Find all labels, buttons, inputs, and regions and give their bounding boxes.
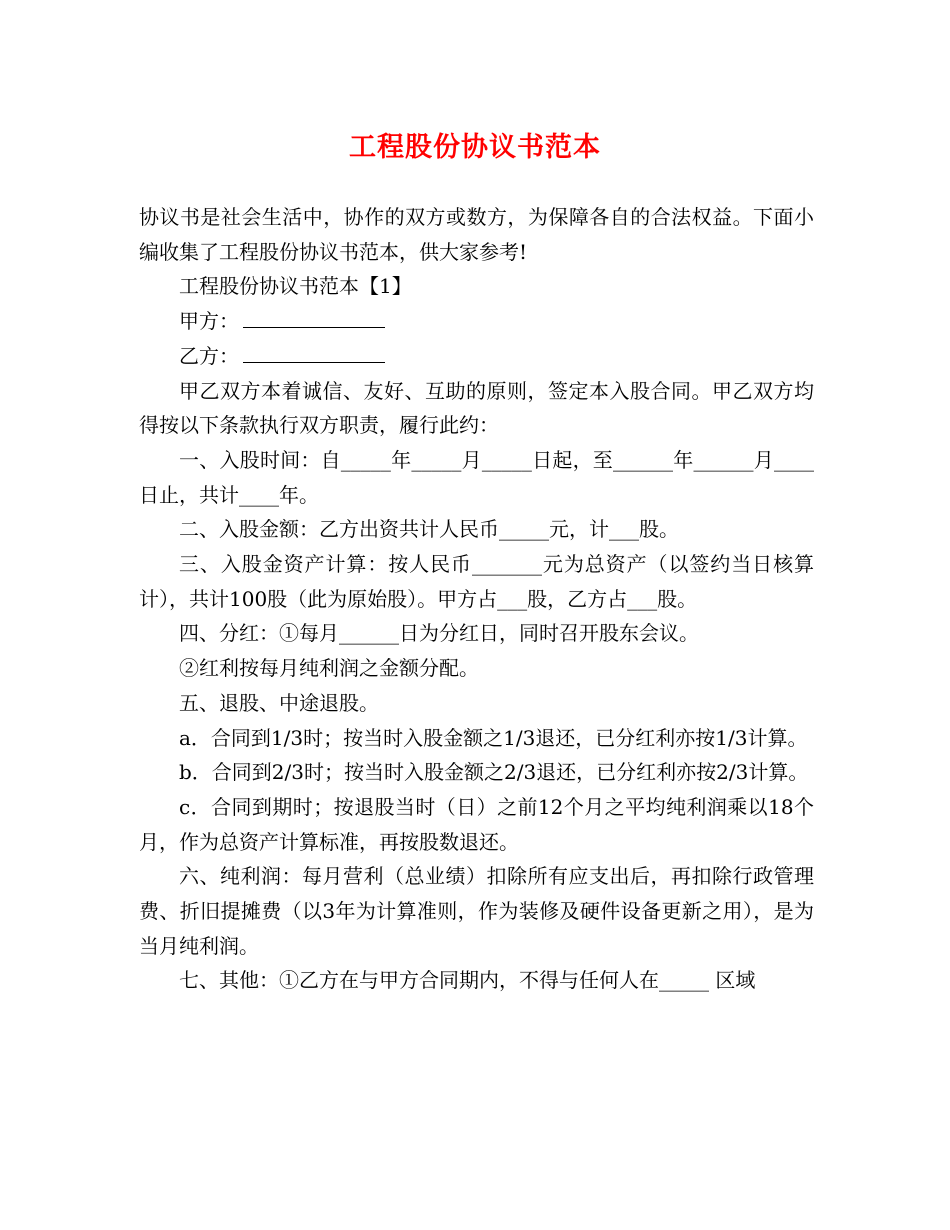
clause-paragraph [139, 651, 814, 686]
clause-paragraph [139, 859, 814, 963]
document-body [139, 200, 814, 998]
paragraph-text: ②红利按每月纯利润之金额分配。 [179, 656, 479, 681]
document-title: 工程股份协议书范本 [349, 132, 601, 163]
paragraph-text: 七、其他：①乙方在与甲方合同期内，不得与任何人在_____ 区域 [179, 968, 756, 993]
paragraph-text: 工程股份协议书范本【1】 [179, 274, 412, 299]
paragraph-text: 六、纯利润：每月营利（总业绩）扣除所有应支出后，再扣除行政管理费、折旧提摊费（以3年为计算准则，作为装修及硬件设备更新之用），是为当月纯利润。 [139, 864, 814, 958]
paragraph-text: a．合同到1/3时；按当时入股金额之1/3退还，已分红利亦按1/3计算。 [179, 725, 808, 750]
paragraph-text: 一、入股时间：自_____年_____月_____日起，至______年______月____日止，共计____年。 [139, 447, 814, 507]
intro-paragraph [139, 200, 814, 269]
party-b-label: 乙方： [179, 343, 239, 368]
party-b-blank [243, 346, 385, 363]
paragraph-text: 甲乙双方本着诚信、友好、互助的原则，签定本入股合同。甲乙双方均得按以下条款执行双方职责，履行此约： [139, 378, 814, 438]
clause-paragraph [139, 374, 814, 443]
paragraph-text: 三、入股金资产计算：按人民币_______元为总资产（以签约当日核算计），共计100股（此为原始股）。甲方占___股，乙方占___股。 [139, 552, 814, 611]
paragraph-text: 四、分红：①每月______日为分红日，同时召开股东会议。 [179, 621, 699, 646]
clause-paragraph [139, 721, 814, 756]
clause-paragraph [139, 512, 814, 547]
party-a-label: 甲方： [179, 309, 239, 334]
clause-paragraph [139, 443, 814, 512]
clause-paragraph [139, 616, 814, 651]
section-heading [139, 269, 814, 304]
paragraph-text: b．合同到2/3时；按当时入股金额之2/3退还，已分红利亦按2/3计算。 [179, 760, 809, 785]
paragraph-text: 二、入股金额：乙方出资共计人民币_____元，计___股。 [179, 517, 679, 542]
party-b-line [139, 339, 814, 374]
paragraph-text: 协议书是社会生活中，协作的双方或数方，为保障各自的合法权益。下面小编收集了工程股份协议书范本，供大家参考! [139, 205, 814, 264]
clause-paragraph [139, 790, 814, 859]
clause-paragraph [139, 686, 814, 721]
party-a-blank [243, 311, 385, 328]
clause-paragraph [139, 547, 814, 616]
paragraph-text: 五、退股、中途退股。 [179, 690, 379, 715]
party-a-line [139, 304, 814, 339]
clause-paragraph [139, 963, 814, 998]
paragraph-text: c．合同到期时；按退股当时（日）之前12个月之平均纯利润乘以18个月，作为总资产计算标准，再按股数退还。 [139, 794, 814, 854]
clause-paragraph [139, 755, 814, 790]
